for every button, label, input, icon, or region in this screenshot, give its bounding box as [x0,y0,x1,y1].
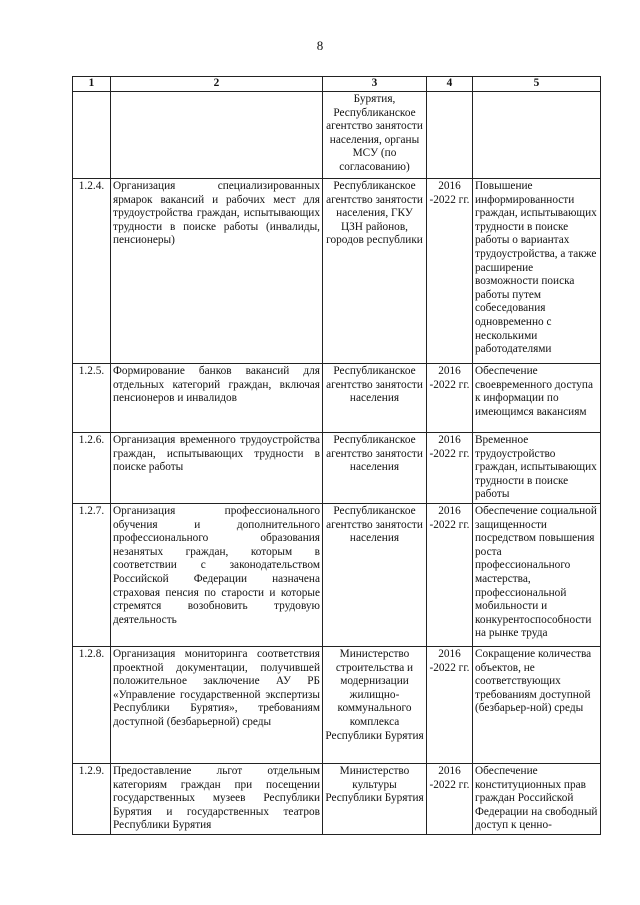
table-row [73,433,601,504]
expected-result: Повышение информированности граждан, испытывающих трудности в поиске работы о вариантах трудоустройства, а также расширение возможности поиска работы путем собеседования одновременно с несколькими работодателями [473,179,601,364]
measure-description: Организация специализированных ярмарок вакансий и рабочих мест для трудоустройства граждан, испытывающих трудности в поиске работы (инвалиды, пенсионеры) [111,179,323,364]
table-row [73,179,601,364]
column-header-3: 3 [323,77,427,92]
measure-description [111,92,323,179]
responsible-executor: Республиканское агентство занятости населения [323,433,427,504]
row-number: 1.2.7. [73,503,111,646]
implementation-period: 2016 -2022 гг. [427,433,473,504]
implementation-period: 2016 -2022 гг. [427,646,473,763]
column-header-5: 5 [473,77,601,92]
expected-result [473,92,601,179]
table-row [73,763,601,834]
measure-description: Организация мониторинга соответствия проектной документации, получившей положительное заключение АУ РБ «Управление государственной экспертизы Республики Бурятия», требованиям доступной (безбарьерной) среды [111,646,323,763]
table-header-row [73,77,601,92]
expected-result: Обеспечение конституционных прав граждан Российской Федерации на свободный доступ к ценно- [473,763,601,834]
row-number: 1.2.9. [73,763,111,834]
table-row [73,503,601,646]
table-row [73,646,601,763]
row-number: 1.2.8. [73,646,111,763]
measures-table [72,76,601,835]
row-number [73,92,111,179]
expected-result: Обеспечение своевременного доступа к информации по имеющимся вакансиям [473,364,601,433]
measure-description: Организация временного трудоустройства граждан, испытывающих трудности в поиске работы [111,433,323,504]
table-row [73,364,601,433]
expected-result: Сокращение количества объектов, не соответствующих требованиям доступной (безбарьер-ной) среды [473,646,601,763]
expected-result: Временное трудоустройство граждан, испытывающих трудности в поиске работы [473,433,601,504]
implementation-period: 2016 -2022 гг. [427,364,473,433]
column-header-1: 1 [73,77,111,92]
measure-description: Формирование банков вакансий для отдельных категорий граждан, включая пенсионеров и инвалидов [111,364,323,433]
implementation-period: 2016 -2022 гг. [427,503,473,646]
responsible-executor: Республиканское агентство занятости населения [323,503,427,646]
implementation-period [427,92,473,179]
column-header-4: 4 [427,77,473,92]
responsible-executor: Министерство культуры Республики Бурятия [323,763,427,834]
responsible-executor: Бурятия, Республиканское агентство занятости населения, органы МСУ (по согласованию) [323,92,427,179]
table-row [73,92,601,179]
responsible-executor: Министерство строительства и модернизации жилищно-коммунального комплекса Республики Бурятия [323,646,427,763]
implementation-period: 2016 -2022 гг. [427,179,473,364]
page-number: 8 [316,38,324,53]
measure-description: Организация профессионального обучения и дополнительного профессионального образования незанятых граждан, которым в соответствии с законодательством Российской Федерации назначена страховая пенсия по старости и которые стремятся возобновить трудовую деятельность [111,503,323,646]
row-number: 1.2.6. [73,433,111,504]
column-header-2: 2 [111,77,323,92]
responsible-executor: Республиканское агентство занятости населения, ГКУ ЦЗН районов, городов республики [323,179,427,364]
expected-result: Обеспечение социальной защищенности посредством повышения роста профессионального мастерства, профессиональной мобильности и конкурентоспособности на рынке труда [473,503,601,646]
responsible-executor: Республиканское агентство занятости населения [323,364,427,433]
measure-description: Предоставление льгот отдельным категориям граждан при посещении государственных музеев Республики Бурятия и государственных театров Республики Бурятия [111,763,323,834]
row-number: 1.2.5. [73,364,111,433]
row-number: 1.2.4. [73,179,111,364]
implementation-period: 2016 -2022 гг. [427,763,473,834]
